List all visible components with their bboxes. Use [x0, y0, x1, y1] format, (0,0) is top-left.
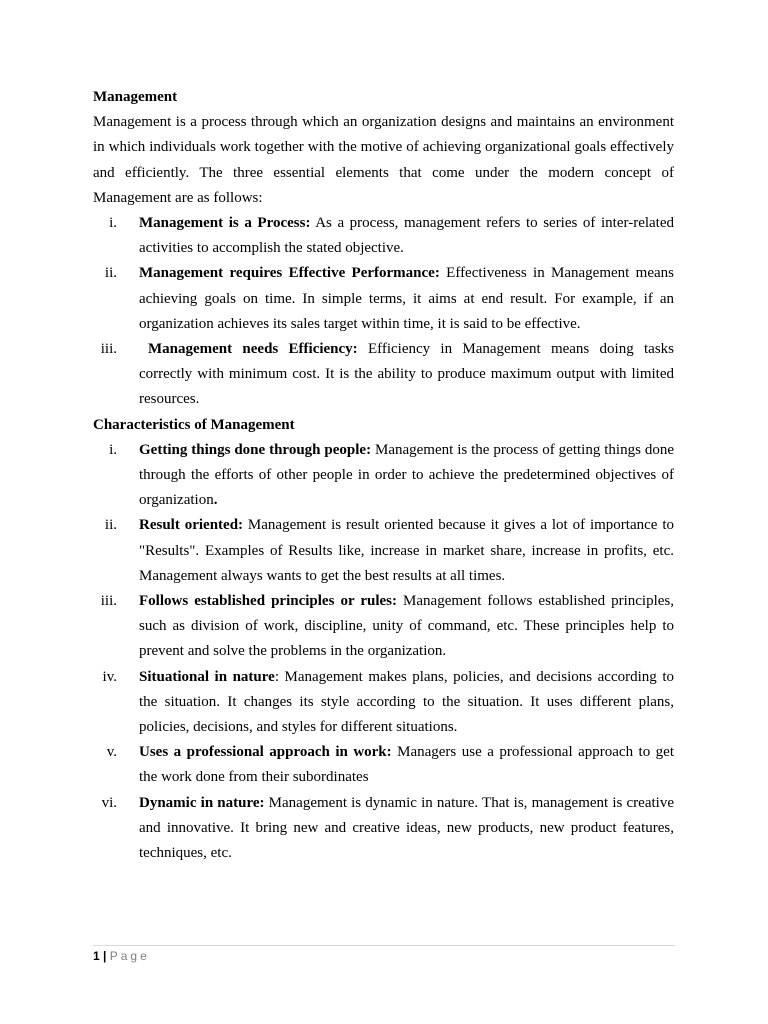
list-item-text: As a process, management refers to series of inter-related activities to accomplish the stated objective.: [139, 215, 674, 257]
list-item-text: : Management makes plans, policies, and decisions according to the situation. It changes its style according to the situation. It uses different plans, policies, decisions, and styles for different situations.: [139, 668, 674, 736]
list-item-title: Getting things done through people:: [139, 441, 372, 458]
intro-paragraph: Management is a process through which an organization designs and maintains an environment in which individuals work together with the motive of achieving organizational goals effectively and efficiently. The three essential elements that come under the modern concept of Management are as follows:: [93, 114, 674, 206]
list-item-body: [139, 795, 674, 861]
list-item-title: Dynamic in nature:: [139, 794, 265, 811]
list-item-text: Management is result oriented because it gives a lot of importance to "Results". Examples of Results like, increase in market share, increase in profits, etc. Management always wants to get the best results at all times.: [139, 517, 674, 584]
list-numeral: i.: [109, 441, 117, 458]
list-item-body: [139, 265, 674, 331]
list-item-title: Uses a professional approach in work:: [139, 744, 392, 761]
list-item-text: Management follows established principles, such as division of work, discipline, unity of command, etc. These principles help to prevent and solve the problems in the organization.: [139, 593, 675, 660]
list-item: [93, 513, 674, 589]
list-item-title: Management needs Efficiency:: [148, 341, 358, 358]
list-item: [93, 665, 674, 741]
page-separator: |: [103, 949, 107, 963]
list-item-text: Managers use a professional approach to get the work done from their subordinates: [139, 744, 675, 786]
list-item-body: [139, 215, 674, 256]
list-item-body: [139, 593, 674, 659]
elements-list: [93, 211, 674, 413]
page-footer: [93, 947, 150, 965]
list-numeral: iii.: [100, 593, 117, 610]
list-numeral: ii.: [104, 517, 117, 534]
list-numeral: v.: [106, 744, 117, 761]
list-item: [93, 589, 674, 665]
page-label: Page: [109, 949, 150, 963]
list-item-text: Efficiency in Management means doing tasks correctly with minimum cost. It is the ability to produce maximum output with limited resources.: [139, 341, 674, 408]
list-item-body: [139, 517, 674, 583]
page-number: 1: [93, 949, 100, 963]
list-numeral: vi.: [101, 794, 117, 811]
list-numeral: i.: [109, 215, 117, 232]
list-item: [93, 211, 674, 261]
list-item-title: Management requires Effective Performance:: [139, 265, 440, 282]
list-numeral: iii.: [100, 341, 117, 358]
list-item-body: [139, 442, 674, 508]
footer-divider: [93, 945, 675, 946]
list-numeral: ii.: [104, 265, 117, 282]
list-item-title: Situational in nature: [139, 668, 275, 685]
list-item-text: Management is the process of getting things done through the efforts of other people in order to achieve the predetermined objectives of organization: [139, 441, 674, 509]
list-item-body: [139, 337, 674, 413]
document-body: [93, 85, 674, 866]
list-item: [93, 438, 674, 514]
section-heading-management: Management: [93, 89, 178, 105]
list-numeral: iv.: [102, 668, 117, 685]
list-item-title: Result oriented:: [139, 517, 244, 534]
list-item: [93, 791, 674, 867]
list-item-tail: .: [213, 492, 218, 509]
list-item-title: Management is a Process:: [139, 215, 311, 232]
list-item-text: Effectiveness in Management means achieving goals on time. In simple terms, it aims at end result. For example, if an organization achieves its sales target within time, it is said to be effective.: [139, 265, 674, 332]
list-item-title: Follows established principles or rules:: [139, 593, 398, 610]
characteristics-list: [93, 438, 674, 866]
list-item: [93, 337, 674, 413]
list-item-text: Management is dynamic in nature. That is, management is creative and innovative. It bring new and creative ideas, new products, new product features, techniques, etc.: [139, 794, 674, 862]
list-item: [93, 261, 674, 337]
list-item-body: [139, 669, 674, 735]
section-heading-characteristics: Characteristics of Management: [93, 416, 295, 433]
list-item-body: [139, 744, 674, 785]
list-item: [93, 740, 674, 790]
